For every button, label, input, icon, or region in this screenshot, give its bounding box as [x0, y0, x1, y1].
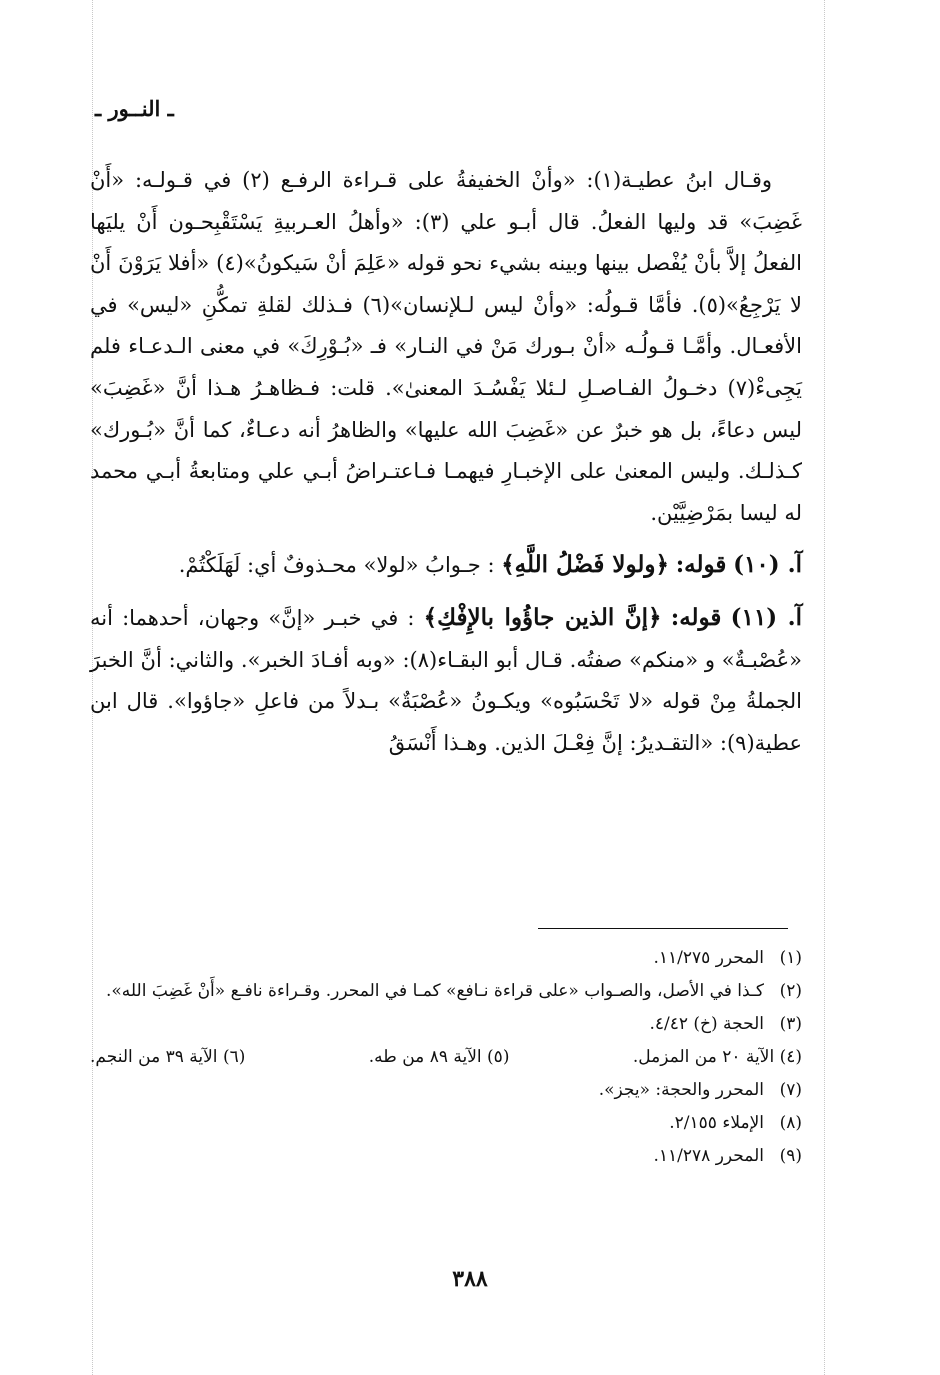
footnote-number: (٩) [779, 1146, 802, 1166]
footnote-text: الآية ٣٩ من النجم. [90, 1047, 218, 1067]
verse-11-entry [90, 597, 802, 764]
footnote-number: (٢) [779, 981, 802, 1001]
footnote-separator [538, 928, 788, 929]
verse-commentary: : جـوابُ «لولا» محـذوفٌ أي: لَهَلَكْتُمْ. [178, 553, 495, 578]
footnote-text: كـذا في الأصل، والصـواب «على قراءة نـافع» كمـا في المحرر. وقـراءة نافـع «أَنْ غَضِبَ الله». [105, 981, 764, 1001]
footnote-number: (٧) [779, 1080, 802, 1100]
footnote-number: (٨) [779, 1113, 802, 1133]
footnote-text: المحرر ١١/٢٧٥. [653, 948, 764, 968]
footnote-text: المحرر ١١/٢٧٨. [653, 1146, 764, 1166]
footnote-number: (٤) [779, 1047, 802, 1067]
footnote [90, 1041, 245, 1074]
footnote-text: الحجة (خ) ٤/٤٢. [649, 1014, 764, 1034]
footnote [90, 1074, 802, 1107]
verse-number: آ. (١١) [730, 603, 802, 631]
footnote [90, 1140, 802, 1173]
verse-number: آ. (١٠) [733, 551, 802, 579]
running-header: ـ النــور ـ [95, 96, 174, 121]
page-number: ٣٨٨ [452, 1266, 488, 1292]
footnote-number: (٥) [487, 1047, 510, 1067]
verse-label: قوله: [675, 551, 727, 579]
verse-quote: ﴿ولولا فَضْلُ اللَّهِ﴾ [501, 551, 669, 579]
footnote-text: المحرر والحجة: «يجز». [598, 1080, 764, 1100]
footnote-row [90, 1041, 802, 1074]
main-text [90, 160, 802, 764]
footnote-number: (٦) [222, 1047, 246, 1067]
footnote [369, 1041, 510, 1074]
verse-commentary: : في خبـر «إنَّ» وجهان، أحدهما: أنه «عُصْبـةٌ» و «منكم» صفتُه. قـال أبو البقـاء(٨): «وبه أفـادَ الخبر». والثاني: أنَّ الخبرَ الجملةُ مِنْ قوله «لا تَحْسَبُوه» ويكـونُ «عُصْبَةٌ» بـدلاً من فاعلِ «جاؤوا». قال ابن عطية(٩): «التقـديرُ: إنَّ فِعْـلَ الذين. وهـذا أَنْسَقُ [90, 605, 802, 755]
footnote-number: (٣) [779, 1014, 802, 1034]
verse-label: قوله: [670, 603, 722, 631]
verse-10-entry [90, 544, 802, 587]
footnote-text: الآية ٨٩ من طه. [368, 1047, 482, 1067]
footnote [90, 942, 802, 975]
footnote [633, 1041, 802, 1074]
margin-guide-line [824, 0, 825, 1375]
footnote [90, 1008, 802, 1041]
footnote [90, 1107, 802, 1140]
footnote-text: الإملاء ٢/١٥٥. [669, 1113, 764, 1133]
footnotes [90, 942, 802, 1173]
commentary-paragraph: وقـال ابنُ عطيـة(١): «وأنْ الخفيفةُ على قـراءة الرفـع (٢) في قـولـه: «أَنْ غَضِبَ» قد وليها الفعلُ. قال أبـو علي (٣): «وأهلُ العـربيةِ يَسْتَقْبِحـون أَنْ يليَها الفعلُ إلاَّ بأنْ يُفْصل بينها وبينه بشيء نحو قوله «عَلِمَ أنْ سَيكونُ»(٤) «أفلا يَرَوْنَ أَنْ لا يَرْجِعُ»(٥). فأمَّا قـولُه: «وأنْ ليس لـلإنسان»(٦) فـذلك لقلةِ تمكُّنِ «ليس» في الأفعـال. وأمَّـا قـولُـه «أنْ بـورك مَنْ في النـار» فـ «بُـوْرِكَ» في معنى الـدعـاء فلم يَجِىءْ(٧) دخـولُ الفـاصـلِ لـئلا يَفْسُـدَ المعنىٰ». قلت: فـظاهـرُ هـذا أنَّ «غَضِبَ» ليس دعاءً، بل هو خبرٌ عن «غَضِبَ الله عليها» والظاهرُ أنه دعـاءٌ، كما أنَّ «بُـورك» كـذلـك. وليس المعنىٰ على الإخبـارِ فيهمـا فـاعتـراضُ أبـي علي ومتابعةُ أبـي محمد له ليسا بمَرْضِيَّيْن. [90, 168, 803, 525]
verse-quote: ﴿إنَّ الذين جاؤُوا بالإِفْكِ﴾ [423, 603, 662, 631]
footnote [90, 975, 802, 1008]
footnote-text: الآية ٢٠ من المزمل. [632, 1047, 775, 1067]
footnote-number: (١) [779, 948, 802, 968]
